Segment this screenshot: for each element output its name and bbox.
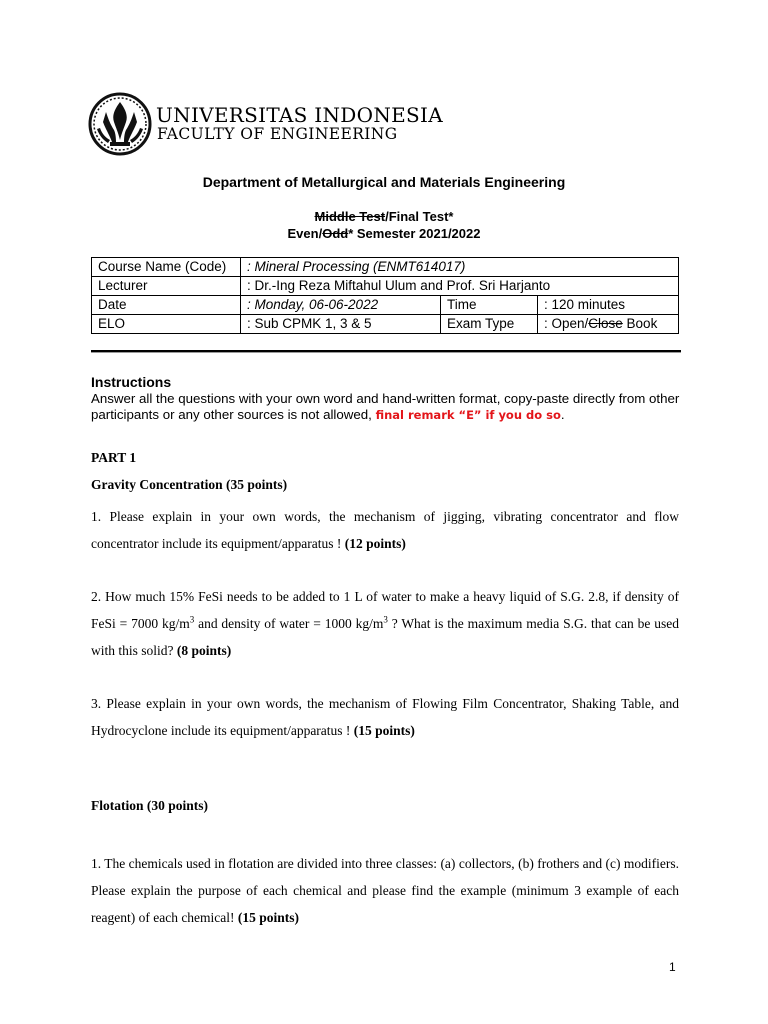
instructions-title: Instructions [91, 374, 172, 390]
course-info-table [91, 257, 679, 334]
gravity-section-title: Gravity Concentration (35 points) [91, 477, 288, 492]
superscript: 3 [383, 614, 388, 625]
instructions-body: Answer all the questions with your own word and hand-written format, copy-paste directly from other participants or any other sources is not allowed, [91, 391, 680, 422]
course-name-label: Course Name (Code) [92, 258, 241, 277]
time-value: : 120 minutes [538, 296, 679, 315]
question-gravity-3 [91, 690, 679, 744]
test-type-line [0, 209, 768, 224]
course-name-value: : Mineral Processing (ENMT614017) [241, 258, 679, 277]
question-gravity-1 [91, 503, 679, 557]
university-name: UNIVERSITAS INDONESIA [156, 103, 443, 127]
question-points: (15 points) [237, 910, 300, 925]
makara-ui-logo-icon [88, 92, 152, 156]
elo-value: : Sub CPMK 1, 3 & 5 [241, 315, 441, 334]
lecturer-label: Lecturer [92, 277, 241, 296]
final-test: Final Test* [388, 209, 454, 224]
elo-label: ELO [92, 315, 241, 334]
instructions-end: . [560, 407, 565, 422]
question-points: (15 points) [353, 723, 415, 738]
question-text: 1. The chemicals used in flotation are divided into three classes: (a) collectors, (b) frothers and (c) modifiers. Please explain the purpose of each chemical and please find the example (minimum 3 example of each reagent) of each chemical! [91, 856, 679, 925]
table-row [92, 315, 679, 334]
exam-type-value [538, 315, 679, 334]
semester-odd-struck: Odd [322, 226, 349, 241]
question-text-b: and density of water = 1000 kg/m [194, 616, 384, 631]
question-text-c: ? What is the maximum media S.G. that can be used with this solid? [91, 616, 680, 658]
semester-even: Even/ [287, 226, 323, 241]
part-title: PART 1 [91, 450, 137, 465]
question-text: 1. Please explain in your own words, the mechanism of jigging, vibrating concentrator and flow concentrator include its equipment/apparatus ! [91, 509, 679, 551]
page-number: 1 [669, 960, 676, 974]
semester-line [0, 226, 768, 241]
exam-type-close-struck: Close [588, 316, 623, 331]
table-row [92, 277, 679, 296]
flotation-section-title: Flotation (30 points) [91, 798, 209, 813]
instructions-text [91, 391, 691, 423]
superscript: 3 [189, 614, 195, 625]
exam-type-open: : Open/ [544, 316, 589, 331]
table-row [92, 258, 679, 277]
exam-type-book: Book [622, 316, 658, 331]
department-title: Department of Metallurgical and Materials Engineering [202, 174, 566, 190]
time-label: Time [441, 296, 538, 315]
question-gravity-2 [91, 583, 679, 664]
faculty-name: FACULTY OF ENGINEERING [157, 125, 398, 143]
section-divider [91, 350, 681, 353]
middle-test-struck: Middle Test [314, 209, 386, 224]
test-slash: / [385, 209, 389, 224]
table-row [92, 296, 679, 315]
date-label: Date [92, 296, 241, 315]
question-text: 3. Please explain in your own words, the mechanism of Flowing Film Concentrator, Shaking Table, and Hydrocyclone include its equipment/apparatus ! [91, 696, 679, 738]
question-points: (8 points) [176, 643, 232, 658]
question-points: (12 points) [344, 536, 406, 551]
question-flotation-1 [91, 850, 679, 931]
date-value: : Monday, 06-06-2022 [241, 296, 441, 315]
lecturer-value: : Dr.-Ing Reza Miftahul Ulum and Prof. Sri Harjanto [241, 277, 679, 296]
semester-year: * Semester 2021/2022 [348, 226, 481, 241]
question-text-a: 2. How much 15% FeSi needs to be added to 1 L of water to make a heavy liquid of S.G. 2.8, if density of FeSi = 7000 kg/m [91, 589, 679, 631]
exam-type-label: Exam Type [441, 315, 538, 334]
final-remark-warning: final remark “E” if you do so [375, 408, 561, 422]
